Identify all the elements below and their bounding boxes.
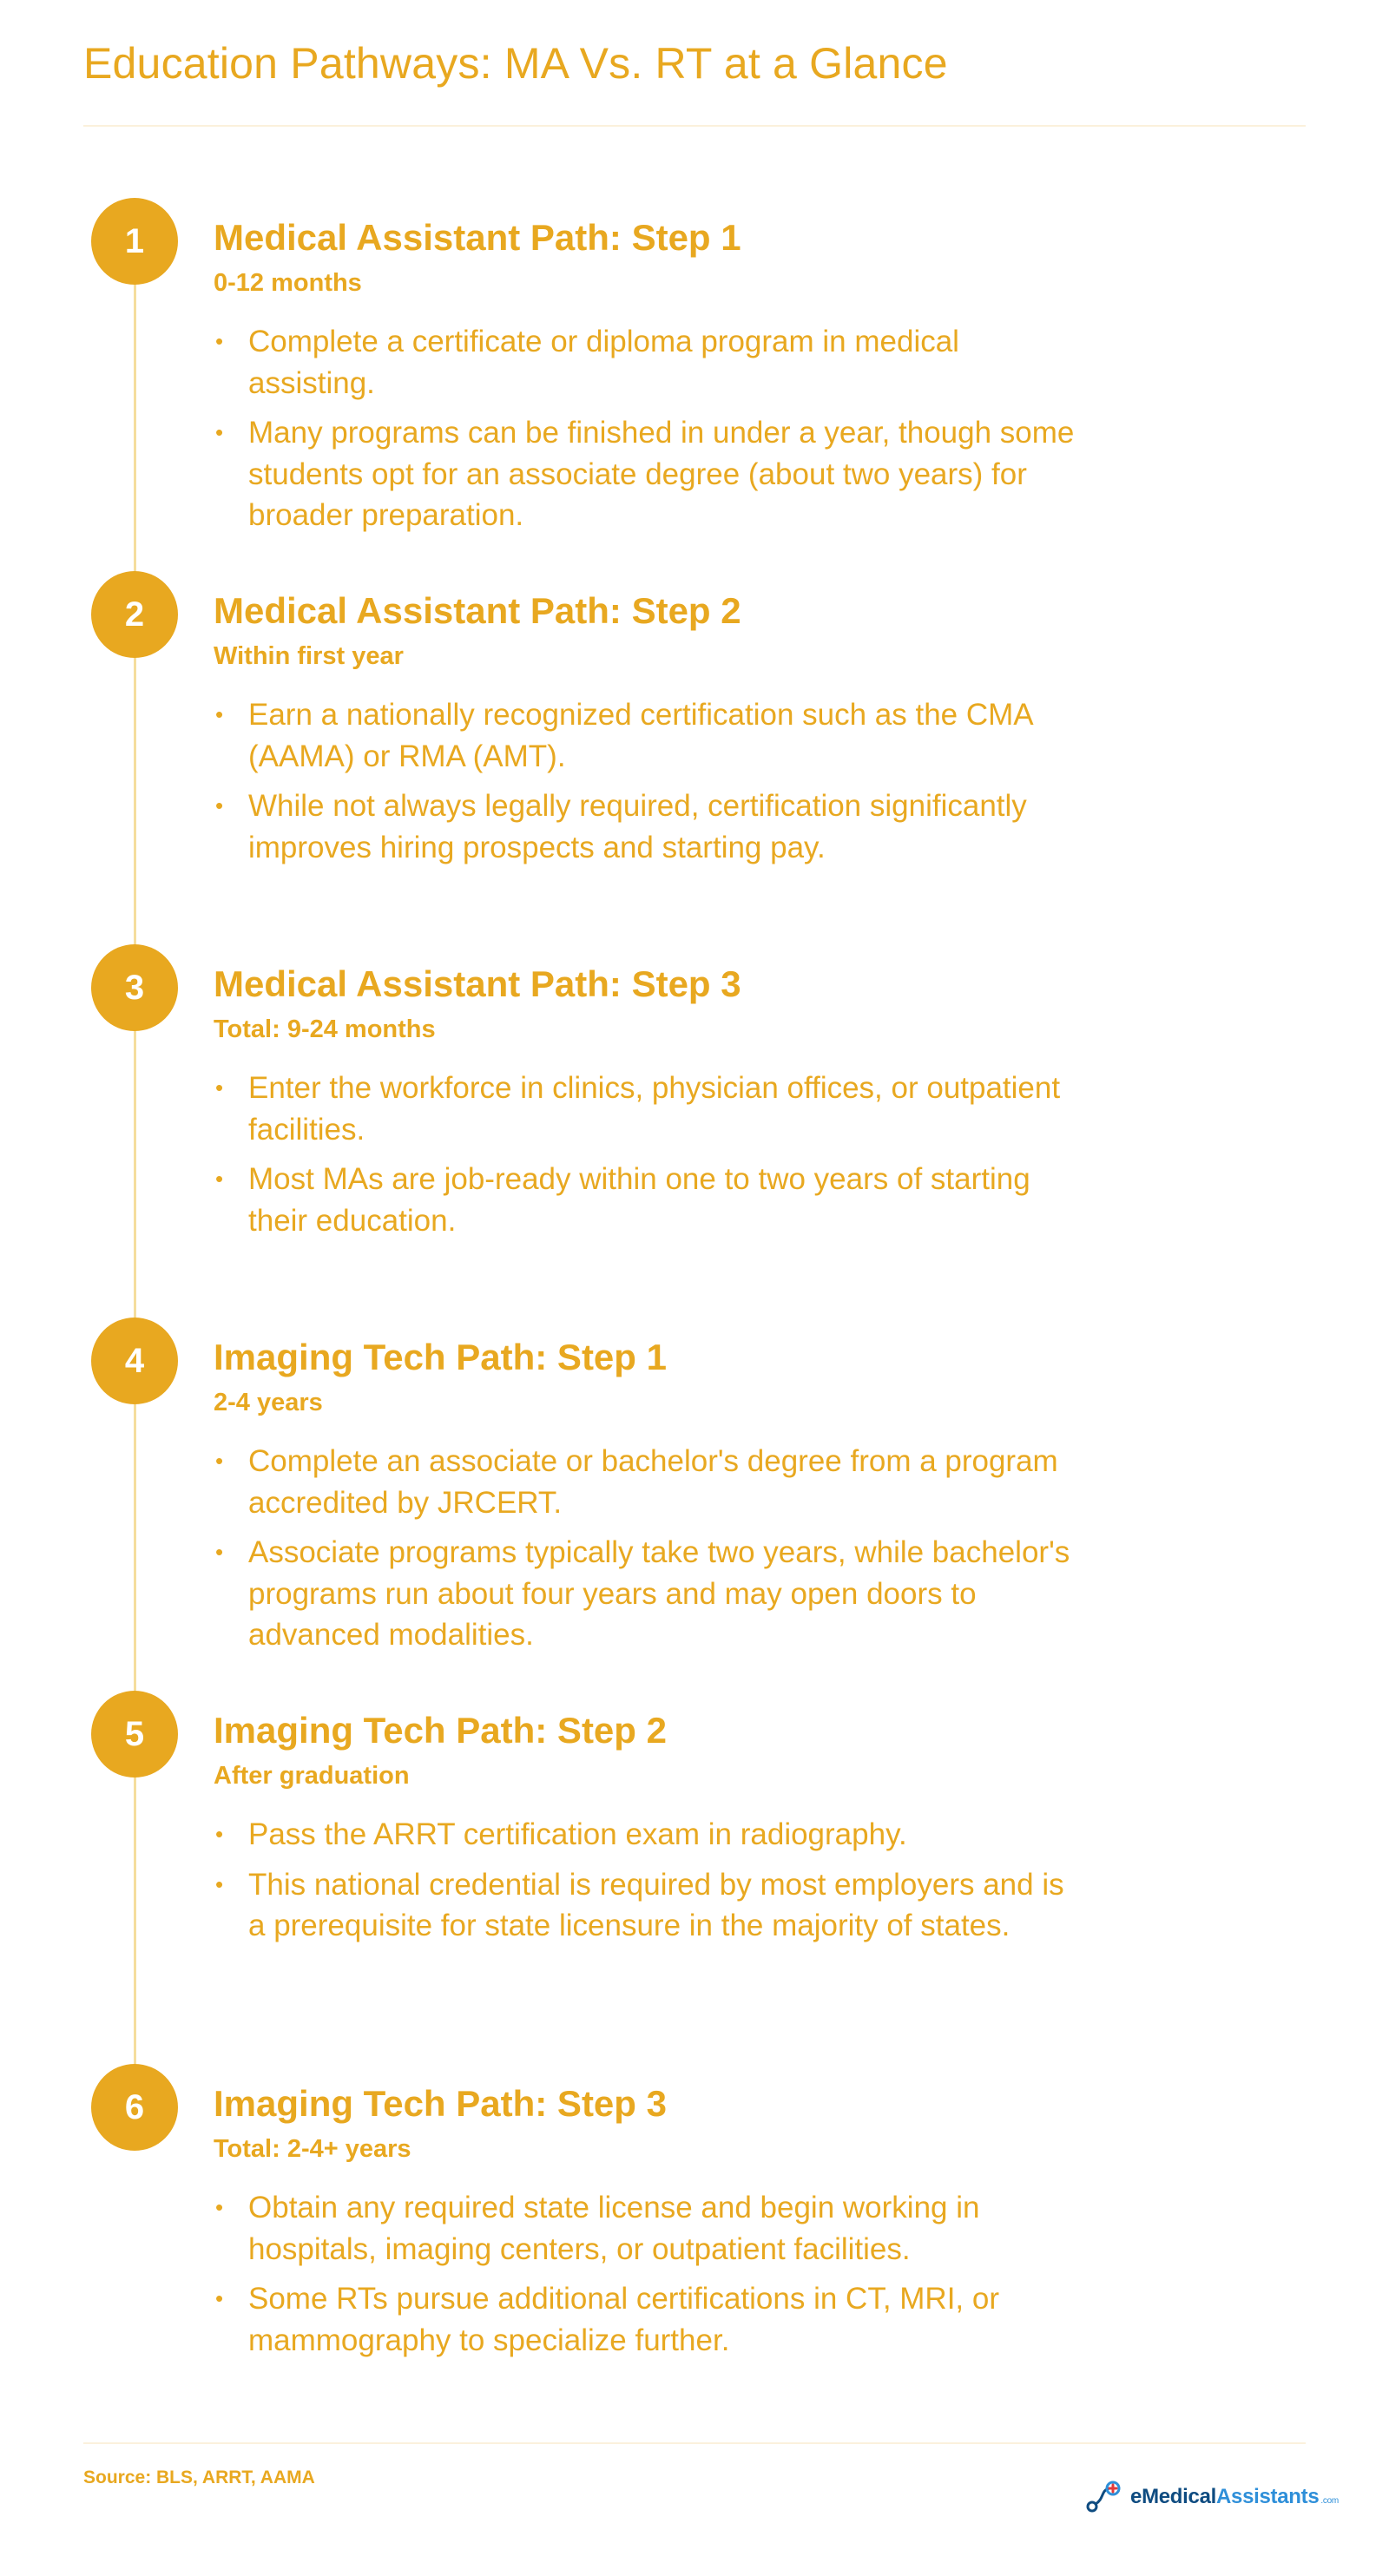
step-number-badge: 4 (91, 1318, 178, 1404)
bullet-text: Complete an associate or bachelor's degree from a program accredited by JRCERT. (248, 1444, 1058, 1520)
bullet-dot-icon: • (215, 1870, 224, 1897)
step-bullet-list (214, 1068, 1082, 1241)
page-title: Education Pathways: MA Vs. RT at a Glance (83, 39, 948, 88)
bullet-text: Obtain any required state license and begin working in hospitals, imaging centers, or outpatient facilities. (248, 2191, 980, 2266)
step-bullet (214, 694, 1082, 777)
bullet-dot-icon: • (215, 1074, 224, 1101)
step-bullet-list (214, 321, 1082, 536)
title-divider (83, 125, 1306, 127)
bullet-dot-icon: • (215, 2285, 224, 2311)
step-duration: Within first year (214, 642, 404, 670)
bullet-text: This national credential is required by most employers and is a prerequisite for state licensure in the majority of states. (248, 1867, 1064, 1942)
step-bullet (214, 2187, 1082, 2270)
step-bullet (214, 1864, 1082, 1947)
step-title: Medical Assistant Path: Step 2 (214, 590, 741, 631)
timeline-line (134, 241, 136, 2107)
bullet-dot-icon: • (215, 1166, 224, 1192)
step-bullet (214, 785, 1082, 868)
step-duration: Total: 2-4+ years (214, 2135, 411, 2163)
step-content (214, 962, 1082, 1250)
step-title: Medical Assistant Path: Step 1 (214, 217, 741, 258)
step-content (214, 215, 1082, 545)
step-number-badge: 2 (91, 571, 178, 658)
step-bullet (214, 1159, 1082, 1241)
step-bullet (214, 321, 1082, 404)
step-bullet (214, 1814, 1082, 1856)
step-bullet (214, 2278, 1082, 2361)
step-bullet (214, 412, 1082, 536)
bullet-text: Many programs can be finished in under a year, though some students opt for an associate degree (about two years) for broader preparation. (248, 416, 1075, 532)
step-number-badge: 5 (91, 1691, 178, 1778)
bullet-text: Enter the workforce in clinics, physician offices, or outpatient facilities. (248, 1071, 1061, 1147)
step-bullet-list (214, 2187, 1082, 2361)
step-duration: Total: 9-24 months (214, 1015, 436, 1043)
bullet-dot-icon: • (215, 701, 224, 727)
bullet-dot-icon: • (215, 2194, 224, 2220)
brand-logo[interactable] (1085, 2478, 1339, 2516)
footer-divider (83, 2442, 1306, 2444)
bullet-dot-icon: • (215, 1448, 224, 1474)
bullet-dot-icon: • (215, 1821, 224, 1847)
step-duration: 2-4 years (214, 1389, 323, 1416)
bullet-text: Earn a nationally recognized certification such as the CMA (AAMA) or RMA (AMT). (248, 698, 1032, 773)
bullet-text: Pass the ARRT certification exam in radiography. (248, 1817, 907, 1851)
bullet-dot-icon: • (215, 419, 224, 445)
step-duration: After graduation (214, 1762, 410, 1790)
step-content (214, 1708, 1082, 1955)
bullet-dot-icon: • (215, 1539, 224, 1565)
step-bullet (214, 1068, 1082, 1150)
step-title: Imaging Tech Path: Step 2 (214, 1710, 667, 1751)
bullet-dot-icon: • (215, 792, 224, 818)
step-title: Medical Assistant Path: Step 3 (214, 963, 741, 1004)
step-bullet-list (214, 1814, 1082, 1947)
step-title: Imaging Tech Path: Step 3 (214, 2083, 667, 2124)
step-bullet-list (214, 1441, 1082, 1656)
step-content (214, 588, 1082, 877)
bullet-text: Most MAs are job-ready within one to two years of starting their education. (248, 1162, 1030, 1238)
stethoscope-icon (1085, 2480, 1125, 2514)
step-duration: 0-12 months (214, 269, 362, 297)
bullet-text: While not always legally required, certification significantly improves hiring prospects and starting pay. (248, 789, 1027, 864)
source-note: Source: BLS, ARRT, AAMA (83, 2468, 315, 2487)
bullet-text: Associate programs typically take two years, while bachelor's programs run about four years and may open doors to advanced modalities. (248, 1535, 1070, 1652)
step-content (214, 2081, 1082, 2369)
step-number-badge: 6 (91, 2064, 178, 2151)
step-number-badge: 1 (91, 198, 178, 285)
step-bullet-list (214, 694, 1082, 868)
logo-wordmark: eMedicalAssistants .com (1130, 2485, 1339, 2508)
bullet-text: Complete a certificate or diploma program in medical assisting. (248, 325, 959, 400)
bullet-text: Some RTs pursue additional certifications in CT, MRI, or mammography to specialize further. (248, 2282, 999, 2357)
step-title: Imaging Tech Path: Step 1 (214, 1337, 667, 1377)
bullet-dot-icon: • (215, 328, 224, 354)
step-content (214, 1335, 1082, 1665)
step-bullet (214, 1532, 1082, 1656)
step-bullet (214, 1441, 1082, 1523)
step-number-badge: 3 (91, 944, 178, 1031)
